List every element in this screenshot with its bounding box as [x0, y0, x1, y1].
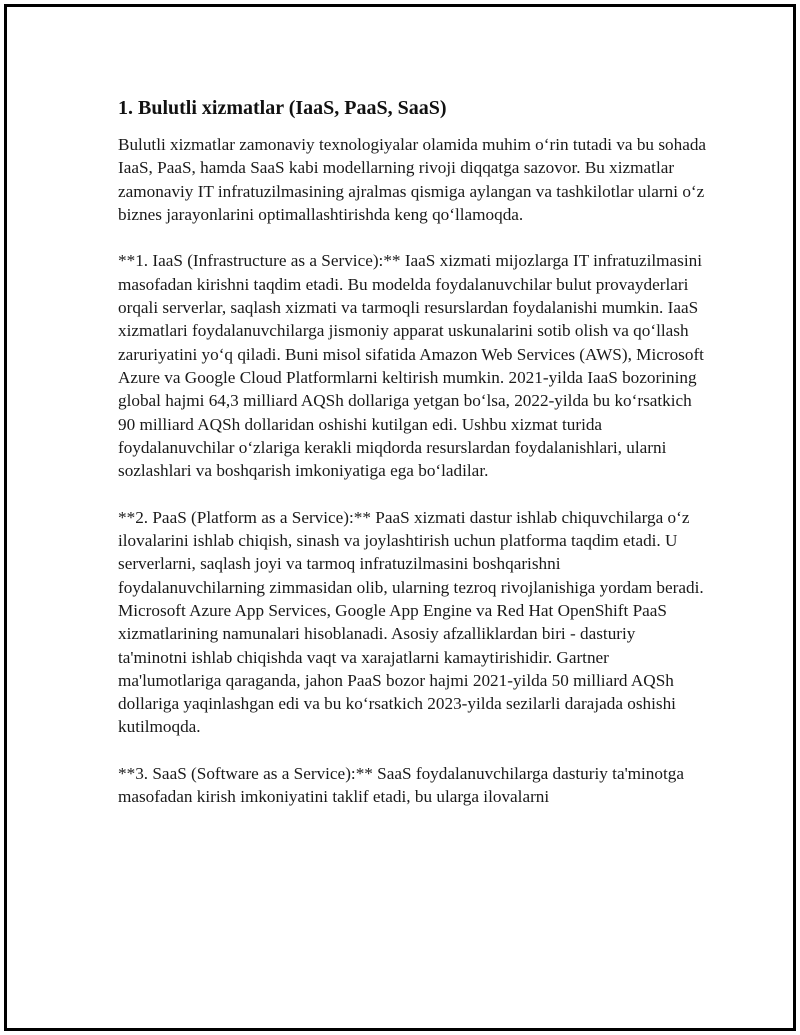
intro-paragraph: Bulutli xizmatlar zamonaviy texnologiyalar olamida muhim o‘rin tutadi va bu sohada IaaS, PaaS, hamda SaaS kabi modellarning rivoji diqqatga sazovor. Bu xizmatlar zamonaviy IT infratuzilmasining ajralmas qismiga aylangan va tashkilotlar ularni o‘z biznes jarayonlarini optimallashtirishda keng qo‘llamoqda.: [118, 135, 707, 224]
saas-paragraph: **3. SaaS (Software as a Service):** SaaS foydalanuvchilarga dasturiy ta'minotga masofadan kirish imkoniyatini taklif etadi, bu ularga ilovalarni: [118, 764, 684, 807]
section-title: 1. Bulutli xizmatlar (IaaS, PaaS, SaaS): [118, 97, 447, 119]
document-page: [4, 4, 796, 1031]
document-body: [118, 95, 708, 832]
paas-paragraph: **2. PaaS (Platform as a Service):** PaaS xizmati dastur ishlab chiquvchilarga o‘z ilovalarini ishlab chiqish, sinash va joylashtirish uchun platforma taqdim etadi. U serverlarni, saqlash joyi va tarmoq infratuzilmasini boshqarishni foydalanuvchilarning zimmasidan olib, ularning tezroq rivojlanishiga yordam beradi. Microsoft Azure App Services, Google App Engine va Red Hat OpenShift PaaS xizmatlarining namunalari hisoblanadi. Asosiy afzalliklardan biri - dasturiy ta'minotni ishlab chiqishda vaqt va xarajatlarni kamaytirishidir. Gartner ma'lumotlariga qaraganda, jahon PaaS bozor hajmi 2021-yilda 50 milliard AQSh dollariga yaqinlashgan edi va bu ko‘rsatkich 2023-yilda sezilarli darajada oshishi kutilmoqda.: [118, 507, 704, 737]
iaas-paragraph: **1. IaaS (Infrastructure as a Service):** IaaS xizmati mijozlarga IT infratuzilmasini masofadan kirishni taqdim etadi. Bu modelda foydalanuvchilar bulut provayderlari orqali serverlar, saqlash xizmati va tarmoqli resurslardan foydalanishi mumkin. IaaS xizmatlari foydalanuvchilarga jismoniy apparat uskunalarini sotib olish va qo‘llash zaruriyatini yo‘q qiladi. Buni misol sifatida Amazon Web Services (AWS), Microsoft Azure va Google Cloud Platformlarni keltirish mumkin. 2021-yilda IaaS bozorining global hajmi 64,3 milliard AQSh dollariga yetgan bo‘lsa, 2022-yilda bu ko‘rsatkich 90 milliard AQSh dollaridan oshishi kutilgan edi. Ushbu xizmat turida foydalanuvchilar o‘zlariga kerakli miqdorda resurslardan foydalanishlari, ularni sozlashlari va boshqarish imkoniyatiga ega bo‘ladilar.: [118, 251, 704, 481]
